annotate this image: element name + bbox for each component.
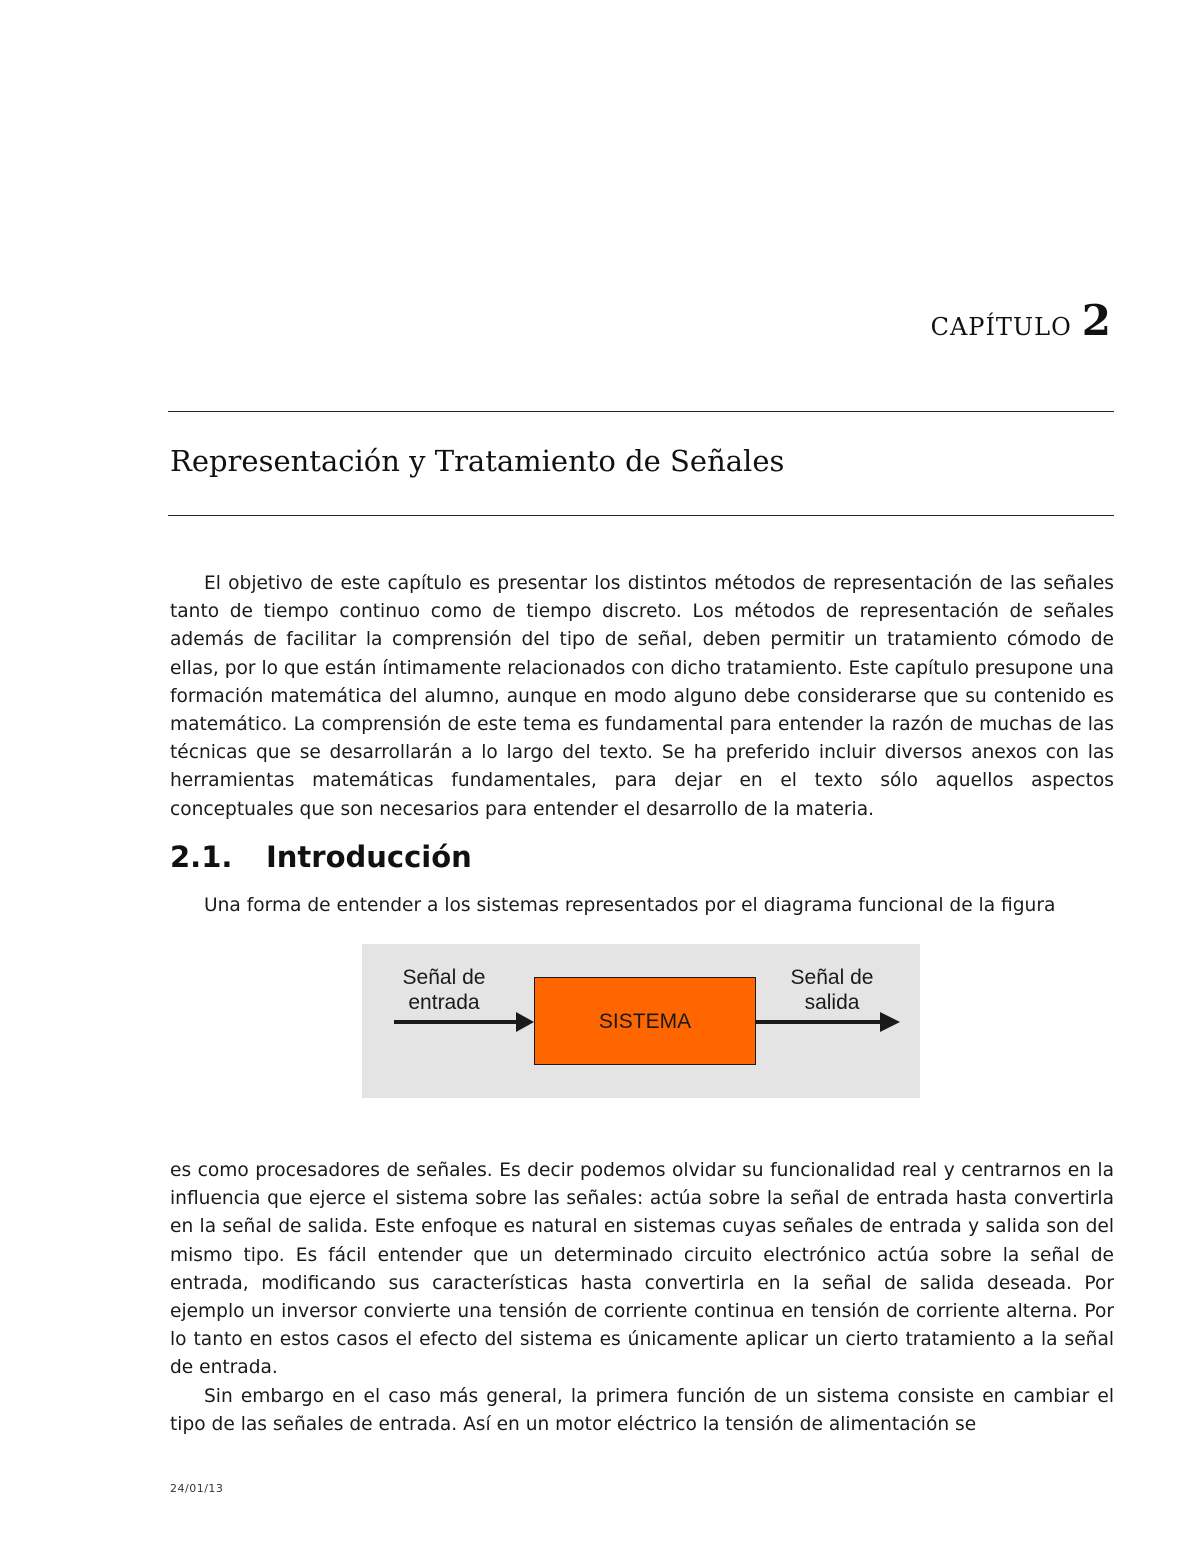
output-label-line1: Señal de [790,966,874,989]
chapter-title-top-rule [168,411,1114,412]
output-label-line2: salida [804,991,860,1014]
chapter-number: 2 [1081,296,1112,345]
input-arrowhead [516,1012,534,1032]
output-signal-label [772,965,892,1015]
system-block-diagram [362,944,920,1098]
section-title: Introducción [266,840,472,874]
input-signal-label [388,965,500,1015]
last-paragraph: Sin embargo en el caso más general, la primera función de un sistema consiste en cambiar el tipo de las señales de entrada. Así en un motor eléctrico la tensión de alimentación se [170,1386,1114,1436]
chapter-heading [931,296,1112,345]
paragraph-after-figure: es como procesadores de señales. Es decir podemos olvidar su funcionalidad real y centrarnos en la influencia que ejerce el sistema sobre las señales: actúa sobre la señal de entrada hasta convertirla en la señal de salida. Este enfoque es natural en sistemas cuyas señales de entrada y salida son del mismo tipo. Es fácil entender que un determinado circuito electrónico actúa sobre la señal de entrada, modificando sus características hasta convertirla en la señal de salida deseada. Por ejemplo un inversor convierte una tensión de corriente continua en tensión de corriente alterna. Por lo tanto en estos casos el efecto del sistema es únicamente aplicar un cierto tratamiento a la señal de entrada. [170,1160,1114,1379]
footer-date: 24/01/13 [170,1482,224,1495]
output-arrowhead [880,1012,900,1032]
section-heading [170,840,472,874]
chapter-label-text: capítulo [930,304,1072,344]
system-box [534,977,756,1065]
section-number: 2.1. [170,840,233,874]
paragraph-before-figure: Una forma de entender a los sistemas representados por el diagrama funcional de la figura [204,895,1056,916]
chapter-title: Representación y Tratamiento de Señales [170,444,785,478]
system-label: SISTEMA [598,1010,692,1033]
intro-paragraph: El objetivo de este capítulo es presentar los distintos métodos de representación de las señales tanto de tiempo continuo como de tiempo discreto. Los métodos de representación de señales además de facilitar la comprensión del tipo de señal, deben permitir un tratamiento cómodo de ellas, por lo que están íntimamente relacionados con dicho tratamiento. Este capítulo presupone una formación matemática del alumno, aunque en modo alguno debe considerarse que su contenido es matemático. La comprensión de este tema es fundamental para entender la razón de muchas de las técnicas que se desarrollarán a lo largo del texto. Se ha preferido incluir diversos anexos con las herramientas matemáticas fundamentales, para dejar en el texto sólo aquellos aspectos conceptuales que son necesarios para entender el desarrollo de la materia. [170,573,1114,820]
input-label-line1: Señal de [402,966,486,989]
input-label-line2: entrada [408,991,480,1014]
chapter-title-bottom-rule [168,515,1114,516]
